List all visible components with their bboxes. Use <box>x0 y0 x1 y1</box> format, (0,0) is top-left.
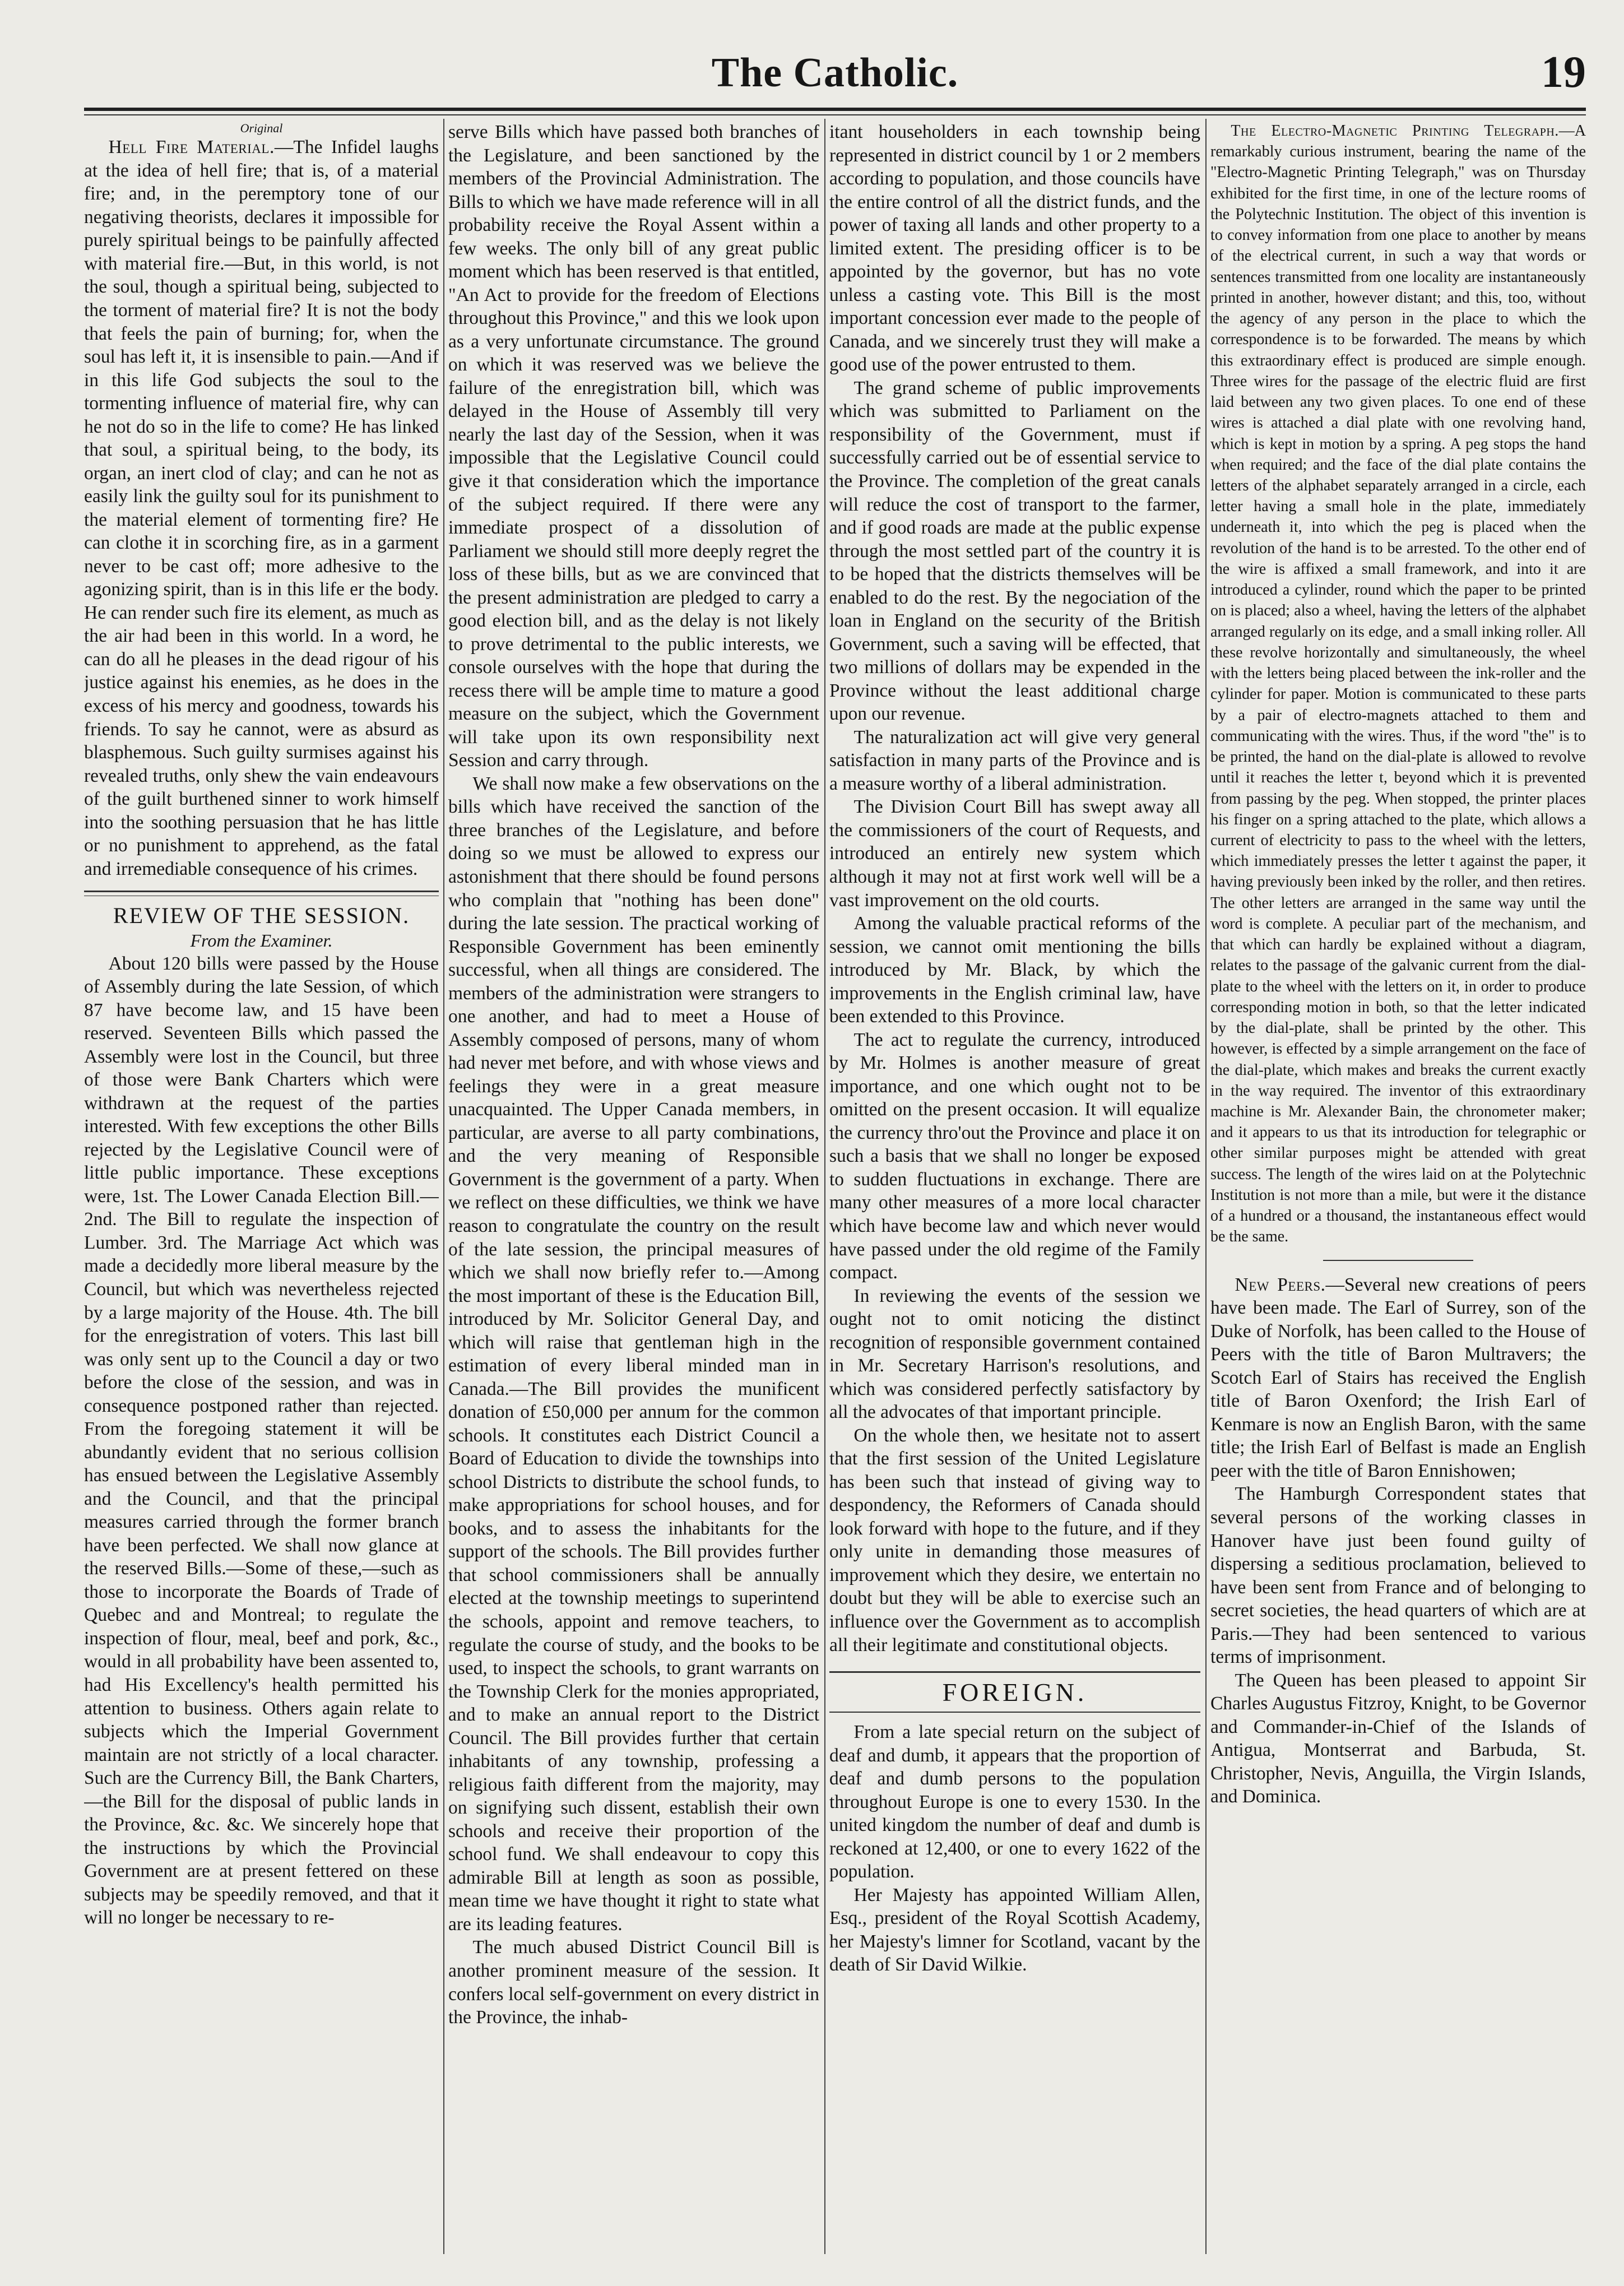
hell-fire-article <box>84 136 439 880</box>
foreign-paragraph: Her Majesty has appointed William Allen, Esq., president of the Royal Scottish Academy, her Majesty's limner for Scotland, vacant by the death of Sir David Wilkie. <box>829 1884 1200 1976</box>
original-label: Original <box>240 121 283 135</box>
review-paragraph: The Division Court Bill has swept away all the commissioners of the court of Requests, and introduced an entirely new system which although it may not at first work well will be a vast improvement on the old courts. <box>829 796 1200 911</box>
review-paragraph: The act to regulate the currency, introduced by Mr. Holmes is another measure of great importance, and one which ought not to be omitted on the present occasion. It will equalize the currency thro'out the Province and place it on such a basis that we shall no longer be exposed to sudden fluctuations in exchange. There are many other measures of a more local character which have become law and which never would have passed under the old regime of the Family compact. <box>829 1029 1200 1283</box>
foreign-heading: FOREIGN. <box>829 1671 1200 1713</box>
review-paragraph: serve Bills which have passed both branches of the Legislature, and been sanctioned by the members of the Provincial Administration. The Bills to which we have made reference will in all probability receive the Royal Assent within a few weeks. The only bill of any great public moment which has been reserved is that entitled, "An Act to provide for the freedom of Elections throughout this Province," and this we look upon as a very unfortunate circumstance. The ground on which it was reserved was we believe the failure of the enregistration bill, which was delayed in the House of Assembly till very nearly the last day of the Session, when it was impossible that the Legislative Council could give it that consideration which the importance of the subject required. If there were any immediate prospect of a dissolution of Parliament we should still more deeply regret the loss of these bills, but as we are convinced that the present administration are pledged to carry a good election bill, and as the delay is not likely to prove detrimental to the public interests, we console ourselves with the hope that during the recess there will be ample time to mature a good measure on the subject, which the Government will take upon its own responsibility next Session and carry through. <box>448 122 819 771</box>
new-peers-article <box>1210 1273 1586 1483</box>
review-paragraph: The naturalization act will give very general satisfaction in many parts of the Province and is a measure worthy of a liberal administration. <box>829 726 1200 794</box>
review-heading: REVIEW OF THE SESSION. <box>113 903 410 929</box>
masthead-rule-thin <box>84 114 1586 115</box>
column-divider <box>1205 119 1207 2254</box>
article-lead: The Electro-Magnetic Printing Telegraph. <box>1231 122 1559 140</box>
news-paragraph: The Queen has been pleased to appoint Sir Charles Augustus Fitzroy, Knight, to be Governor and Commander-in-Chief of the Islands of Antigua, Montserrat and Barbuda, St. Christopher, Nevis, Anguilla, the Virgin Islands, and Dominica. <box>1210 1670 1586 1807</box>
foreign-paragraph: From a late special return on the subject of deaf and dumb, it appears that the proportion of deaf and dumb persons to the population throughout Europe is one to every 1530. In the united kingdom the number of deaf and dumb is reckoned at 12,400, or one to every 1622 of the population. <box>829 1722 1200 1882</box>
review-paragraph: Among the valuable practical reforms of the session, we cannot omit mentioning the bills introduced by Mr. Black, by which the improvements in the English criminal law, have been extended to this Province. <box>829 913 1200 1027</box>
column-4 <box>1210 120 1586 2250</box>
masthead <box>84 45 1586 106</box>
article-text: —The Infidel laughs at the idea of hell fire; that is, of a material fire; and, in the peremptory tone of our negativing theorists, declares it impossible for purely spiritual beings to be painfully affected with material fire.—But, in this world, is not the soul, though a spiritual being, subjected to the torment of material fire? It is not the body that feels the pain of burning; for, when the soul has left it, it is insensible to pain.—And if in this life God subjects the soul to the tormenting influence of material fire, why can he not do so in the life to come? He has linked that soul, a spiritual being, to the body, its organ, an inert clod of clay; and can he not as easily link the guilty soul for its punishment to the material element of tormenting fire? He can clothe it in scorching fire, as in a garment never to be cast off; more adhesive to the agonizing spirit, than is in this life er the body. He can render such fire its element, as much as the air had been in this world. In a word, he can do all he pleases in the dead rigour of his justice against his enemies, as he does in the excess of his mercy and goodness, towards his friends. To say he cannot, were as absurd as blasphemous. Such guilty surmises against his revealed truths, only shew the vain endeavours of the guilt burthened sinner to work himself into the soothing persuasion that he has little or no punishment to apprehend, as the fatal and irremediable consequence of his crimes. <box>84 137 439 879</box>
review-paragraph: On the whole then, we hesitate not to assert that the first session of the United Legislature has been such that instead of giving way to despondency, the Reformers of Canada should look forward with hope to the future, and if they only unite in demanding those measures of improvement which they desire, we entertain no doubt but they will be able to exercise such an influence over the Government as to accomplish all their legitimate and constitutional objects. <box>829 1425 1200 1656</box>
column-2 <box>448 120 819 2250</box>
review-paragraph: itant householders in each township being represented in district council by 1 or 2 members according to population, and those councils have the entire control of all the district funds, and the power of taxing all lands and other property to a limited extent. The presiding officer is to be appointed by the governor, but has no vote unless a casting vote. This Bill is the most important concession ever made to the people of Canada, and we sincerely trust they will make a good use of the power entrusted to them. <box>829 122 1200 375</box>
article-text: —Several new creations of peers have been made. The Earl of Surrey, son of the Duke of Norfolk, has been called to the House of Peers with the title of Baron Multravers; the Scotch Earl of Stairs has received the English title of Baron Oxenford; the Irish Earl of Kenmare is now an English Baron, with the same title; the Irish Earl of Belfast is made an English peer with the title of Baron Ennishowen; <box>1210 1274 1586 1481</box>
review-paragraph: The much abused District Council Bill is another prominent measure of the session. It confers local self-government on every district in the Province, the inhab- <box>448 1937 819 2028</box>
review-paragraph: The grand scheme of public improvements which was submitted to Parliament on the responsibility of the Government, must if successfully carried out be of essential service to the Province. The completion of the great canals will reduce the cost of transport to the farmer, and if good roads are made at the public expense through the most settled part of the country it is to be hoped that the districts themselves will be enabled to do the rest. By the negociation of the loan in England on the security of the British Government, such a saving will be effected, that two millions of dollars may be expended in the Province without the least additional charge upon our revenue. <box>829 377 1200 725</box>
review-paragraph: In reviewing the events of the session we ought not to omit noticing the distinct recognition of responsible government contained in Mr. Secretary Harrison's resolutions, and which was considered perfectly satisfactory by all the advocates of that important principle. <box>829 1285 1200 1423</box>
news-paragraph: The Hamburgh Correspondent states that several persons of the working classes in Hanover have just been found guilty of dispersing a seditious proclamation, believed to have been sent from France and of belonging to secret societies, the head quarters of which are at Paris.—They had been sentenced to various terms of imprisonment. <box>1210 1483 1586 1668</box>
masthead-rule <box>84 108 1586 111</box>
article-separator <box>1323 1260 1473 1261</box>
article-text: —A remarkably curious instrument, bearing the name of the "Electro-Magnetic Printing Telegraph," was on Thursday exhibited for the first time, in one of the lecture rooms of the Polytechnic Institution. The object of this invention is to convey information from one place to another by means of the electrical current, in such a way that words or sentences transmitted from one locality are instantaneously printed in another, however distant; and this, too, without the agency of any person in the place to which the correspondence is to be forwarded. The means by which this extraordinary effect is produced are simple enough. Three wires for the passage of the electric fluid are first laid between any two given places. To one end of these wires is attached a dial plate with one revolving hand, which is kept in motion by a spring. A peg stops the hand when required; and the face of the dial plate contains the letters of the alphabet separately arranged in a circle, each letter having a small hole in the plate, immediately underneath it, into which the peg is placed when the revolution of the hand is to be arrested. To the other end of the wire is affixed a small framework, and into it are introduced a cylinder, round which the paper to be printed on is placed; also a wheel, having the letters of the alphabet arranged regularly on its edge, and a small inking roller. All these revolve horizontally and simultaneously, the wheel with the letters being placed between the ink-roller and the cylinder for paper. Motion is communicated to these parts by a pair of electro-magnets attached to them and communicating with the wires. Thus, if the word "the" is to be printed, the hand on the dial-plate is allowed to revolve until it reaches the letter t, beyond which it is prevented from passing by the peg. When stopped, the printer places his finger on a spring attached to the plate, which allows a current of electricity to pass to the wheel with the letters, which immediately presses the letter t against the paper, it having previously been inked by the roller, and then retires. The other letters are arranged in the same way until the word is complete. A peculiar part of the mechanism, and that which can hardly be explained without a diagram, relates to the passage of the galvanic current from the dial-plate to the wheel with the letters on it, in order to produce corresponding motion in both, so that the letter indicated by the dial-plate, shall be printed by the other. This however, is effected by a simple arrangement on the face of the dial-plate, which makes and breaks the current exactly in the way required. The inventor of this extraordinary machine is Mr. Alexander Bain, the chronometer maker; and it appears to us that its introduction for telegraphic or other similar purposes might be attended with great success. The length of the wires laid on at the Polytechnic Institution is not more than a mile, but were it the distance of a hundred or a thousand, the instantaneous effect would be the same. <box>1210 122 1586 1246</box>
section-rule <box>84 891 439 892</box>
article-lead: Hell Fire Material. <box>108 137 275 158</box>
newspaper-title: The Catholic. <box>711 50 959 96</box>
page-number: 19 <box>1541 48 1586 97</box>
column-1 <box>84 120 439 2250</box>
review-paragraph: About 120 bills were passed by the House of Assembly during the late Session, of which 87 have become law, and 15 have been reserved. Seventeen Bills which passed the Assembly were lost in the Council, but three of those were Bank Charters which were withdrawn at the request of the parties interested. With few exceptions the other Bills rejected by the Legislative Council were of little public importance. These exceptions were, 1st. The Lower Canada Election Bill.—2nd. The Bill to regulate the inspection of Lumber. 3rd. The Marriage Act which was made a decidedly more liberal measure by the Council, but which was nevertheless rejected by a large majority of the House. 4th. The bill for the enregistration of voters. This last bill was only sent up to the Council a day or two before the close of the session, and was in consequence postponed rather than rejected. From the foregoing statement it will be abundantly evident that no serious collision has ensued between the Legislative Assembly and the Council, and that the principal measures carried through the former branch have been perfected. We shall now glance at the reserved Bills.—Some of these,—such as those to incorporate the Boards of Trade of Quebec and and Montreal; to regulate the inspection of flour, meal, beef and pork, &c., would in all probability have been assented to, had His Excellency's health permitted his attention to business. Others again relate to subjects which the Imperial Government maintain are not strictly of a local character. Such are the Currency Bill, the Bank Charters,—the Bill for the disposal of public lands in the Province, &c. &c. We sincerely hope that the instructions by which the Provincial Government are at present fettered on these subjects may be speedily removed, and that it will no longer be necessary to re- <box>84 953 439 1928</box>
article-lead: New Peers. <box>1235 1274 1326 1295</box>
review-paragraph: We shall now make a few observations on the bills which have received the sanction of the three branches of the Legislature, and before doing so we must be allowed to express our astonishment that there should be found persons who complain that "nothing has been done" during the late session. The practical working of Responsible Government has been eminently successful, when all things are considered. The members of the administration were strangers to one another, and had to meet a House of Assembly composed of persons, many of whom had never met before, and with whose views and feelings they were in a great measure unacquainted. The Upper Canada members, in particular, are averse to all party combinations, and the very meaning of Responsible Government is the government of a party. When we reflect on these difficulties, we think we have reason to congratulate the country on the result of the late session, the principal measures of which we shall now briefly refer to.—Among the most important of these is the Education Bill, introduced by Mr. Solicitor General Day, and which will raise that gentleman high in the estimation of every liberal minded man in Canada.—The Bill provides the munificent donation of £50,000 per annum for the common schools. It constitutes each District Council a Board of Education to divide the townships into school Districts to distribute the school funds, to make appropriations for school houses, and for books, and to assess the inhabitants for the support of the schools. The Bill provides further that school commissioners shall be annually elected at the township meetings to superintend the schools, appoint and remove teachers, to regulate the course of study, and the books to be used, to inspect the schools, to grant warrants on the Township Clerk for the monies appropriated, and to make an annual report to the District Council. The Bill provides further that certain inhabitants of any township, professing a religious faith different from the majority, may on signifying such dissent, establish their own schools and receive their proportion of the school fund. We shall endeavour to copy this admirable Bill at length as soon as possible, mean time we have thought it right to state what are its leading features. <box>448 773 819 1935</box>
column-3 <box>829 120 1200 2250</box>
column-divider <box>824 119 825 2254</box>
review-source: From the Examiner. <box>190 930 333 950</box>
column-divider <box>443 119 444 2254</box>
telegraph-article <box>1210 120 1586 1248</box>
